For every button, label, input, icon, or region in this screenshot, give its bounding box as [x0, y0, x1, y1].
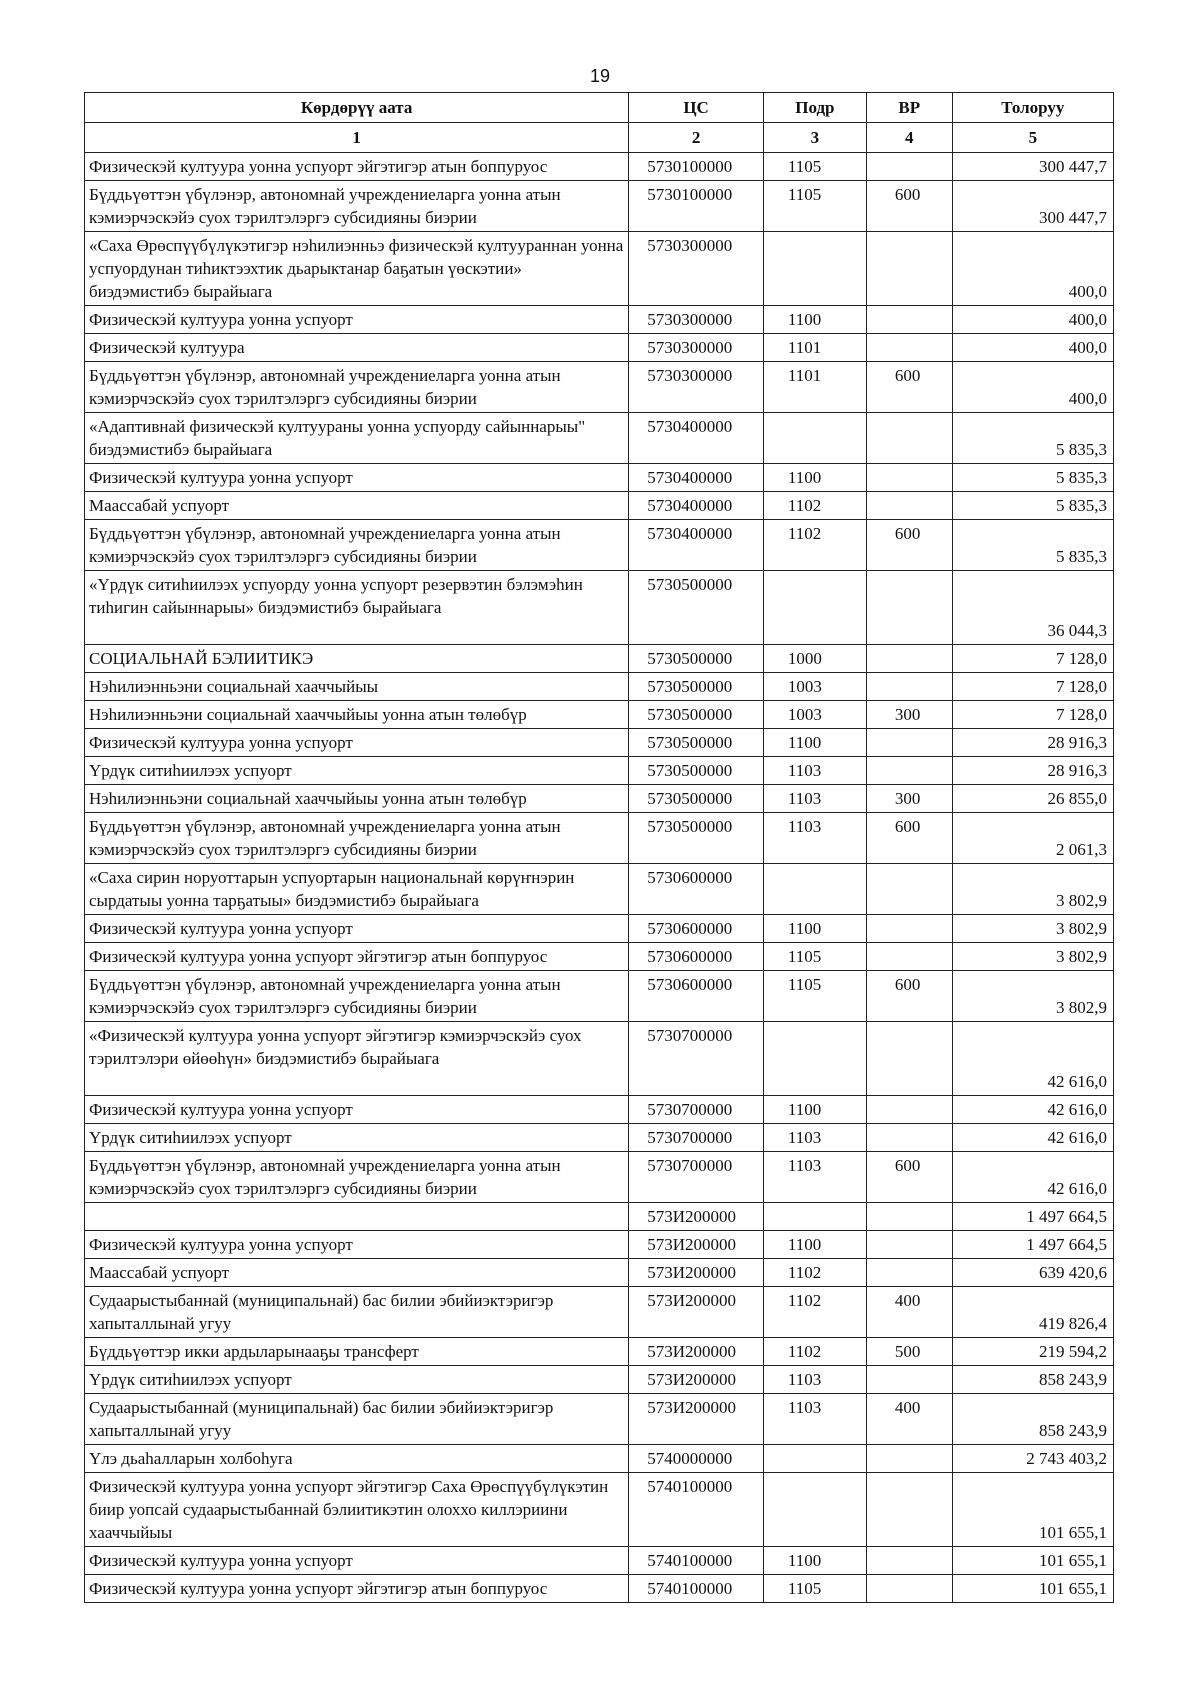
row-podr-cell: [763, 864, 866, 915]
row-vr-cell: [866, 1124, 952, 1152]
row-cs-cell: 5730500000: [629, 701, 764, 729]
row-cs-cell: 5730500000: [629, 571, 764, 645]
row-amount-cell: 3 802,9: [952, 943, 1113, 971]
row-podr-cell: 1105: [763, 181, 866, 232]
table-row: [85, 1473, 1114, 1547]
row-name-cell: «Саха Өрөспүүбүлүкэтигэр нэһилиэнньэ физическэй култуураннан уонна успуордунан тиһиктээхтик дьарыктанар баҕатын үөскэтии» биэдэмистибэ бырайыага: [85, 232, 629, 306]
row-podr-cell: 1102: [763, 1338, 866, 1366]
row-cs-cell: 5730400000: [629, 464, 764, 492]
table-row: [85, 1231, 1114, 1259]
header-number-3: 3: [763, 123, 866, 153]
row-amount-cell: 42 616,0: [952, 1022, 1113, 1096]
row-podr-cell: [763, 1445, 866, 1473]
row-podr-cell: [763, 1022, 866, 1096]
table-row: [85, 785, 1114, 813]
row-cs-cell: 5730300000: [629, 232, 764, 306]
row-cs-cell: 5730600000: [629, 915, 764, 943]
table-row: [85, 813, 1114, 864]
row-amount-cell: 858 243,9: [952, 1366, 1113, 1394]
page-number: 19: [589, 66, 611, 86]
header-cs: ЦС: [629, 93, 764, 123]
table-row: [85, 464, 1114, 492]
row-cs-cell: 5730300000: [629, 362, 764, 413]
row-cs-cell: 5730400000: [629, 492, 764, 520]
header-number-4: 4: [866, 123, 952, 153]
row-podr-cell: 1103: [763, 785, 866, 813]
row-name-cell: Физическэй култуура уонна успуорт: [85, 464, 629, 492]
row-cs-cell: 5730400000: [629, 413, 764, 464]
row-vr-cell: [866, 1231, 952, 1259]
row-vr-cell: [866, 673, 952, 701]
row-podr-cell: 1100: [763, 729, 866, 757]
row-name-cell: «Физическэй култуура уонна успуорт эйгэтигэр кэмиэрчэскэйэ суох тэрилтэлэри өйөөһүн» биэдэмистибэ бырайыага: [85, 1022, 629, 1096]
table-row: [85, 181, 1114, 232]
header-number-5: 5: [952, 123, 1113, 153]
row-name-cell: Бүддьүөттэн үбүлэнэр, автономнай учреждениеларга уонна атын кэмиэрчэскэйэ суох тэрилтэлэргэ субсидияны биэрии: [85, 181, 629, 232]
row-vr-cell: 300: [866, 785, 952, 813]
row-amount-cell: 3 802,9: [952, 915, 1113, 943]
row-vr-cell: [866, 492, 952, 520]
row-name-cell: Физическэй култуура уонна успуорт: [85, 306, 629, 334]
row-podr-cell: 1100: [763, 915, 866, 943]
header-podr: Подр: [763, 93, 866, 123]
row-podr-cell: 1105: [763, 1575, 866, 1603]
row-name-cell: «Саха сирин норуоттарын успуортарын национальнай көрүҥнэрин сырдатыы уонна тарҕатыы» биэдэмистибэ бырайыага: [85, 864, 629, 915]
row-name-cell: Физическэй култуура уонна успуорт: [85, 1231, 629, 1259]
row-cs-cell: 5730700000: [629, 1152, 764, 1203]
row-amount-cell: 5 835,3: [952, 464, 1113, 492]
row-amount-cell: 400,0: [952, 362, 1113, 413]
row-vr-cell: 600: [866, 362, 952, 413]
row-amount-cell: 7 128,0: [952, 645, 1113, 673]
row-podr-cell: 1105: [763, 153, 866, 181]
header-name: Көрдөрүү аата: [85, 93, 629, 123]
row-cs-cell: 5730700000: [629, 1022, 764, 1096]
row-cs-cell: 5730500000: [629, 729, 764, 757]
row-cs-cell: 5740100000: [629, 1473, 764, 1547]
row-cs-cell: 5730300000: [629, 306, 764, 334]
table-row: [85, 701, 1114, 729]
row-amount-cell: 42 616,0: [952, 1096, 1113, 1124]
row-vr-cell: [866, 1203, 952, 1231]
row-vr-cell: [866, 729, 952, 757]
row-podr-cell: 1103: [763, 757, 866, 785]
row-vr-cell: [866, 334, 952, 362]
row-amount-cell: 400,0: [952, 306, 1113, 334]
row-cs-cell: 5730500000: [629, 785, 764, 813]
table-row: [85, 1366, 1114, 1394]
row-amount-cell: 101 655,1: [952, 1547, 1113, 1575]
row-name-cell: Физическэй култуура уонна успуорт: [85, 729, 629, 757]
row-amount-cell: 400,0: [952, 232, 1113, 306]
row-podr-cell: 1103: [763, 1152, 866, 1203]
row-cs-cell: 5730500000: [629, 673, 764, 701]
row-amount-cell: 7 128,0: [952, 701, 1113, 729]
row-name-cell: Маассабай успуорт: [85, 492, 629, 520]
row-amount-cell: 300 447,7: [952, 181, 1113, 232]
row-podr-cell: 1103: [763, 1124, 866, 1152]
row-vr-cell: 600: [866, 181, 952, 232]
row-podr-cell: 1102: [763, 492, 866, 520]
row-amount-cell: 3 802,9: [952, 971, 1113, 1022]
row-amount-cell: 5 835,3: [952, 413, 1113, 464]
table-row: [85, 1338, 1114, 1366]
row-name-cell: Маассабай успуорт: [85, 1259, 629, 1287]
row-podr-cell: 1100: [763, 306, 866, 334]
row-name-cell: Физическэй култуура уонна успуорт эйгэтигэр атын боппуруос: [85, 1575, 629, 1603]
row-vr-cell: 400: [866, 1394, 952, 1445]
row-podr-cell: [763, 413, 866, 464]
row-name-cell: Бүддьүөттэн үбүлэнэр, автономнай учреждениеларга уонна атын кэмиэрчэскэйэ суох тэрилтэлэргэ субсидияны биэрии: [85, 1152, 629, 1203]
row-name-cell: Физическэй култуура уонна успуорт: [85, 1096, 629, 1124]
row-vr-cell: 600: [866, 813, 952, 864]
row-amount-cell: 36 044,3: [952, 571, 1113, 645]
row-vr-cell: [866, 1547, 952, 1575]
row-vr-cell: [866, 1473, 952, 1547]
row-vr-cell: 500: [866, 1338, 952, 1366]
row-podr-cell: 1102: [763, 1287, 866, 1338]
row-cs-cell: 5730700000: [629, 1096, 764, 1124]
table-row: [85, 1203, 1114, 1231]
row-podr-cell: 1102: [763, 1259, 866, 1287]
row-name-cell: Судаарыстыбаннай (муниципальнай) бас билии эбийиэктэригэр хапыталлынай угуу: [85, 1287, 629, 1338]
row-cs-cell: 573И200000: [629, 1259, 764, 1287]
row-name-cell: «Адаптивнай физическэй култуураны уонна успуорду сайыннарыы" биэдэмистибэ бырайыага: [85, 413, 629, 464]
header-number-2: 2: [629, 123, 764, 153]
table-row: [85, 1152, 1114, 1203]
row-amount-cell: 101 655,1: [952, 1473, 1113, 1547]
row-vr-cell: [866, 1445, 952, 1473]
table-row: [85, 1124, 1114, 1152]
row-amount-cell: 219 594,2: [952, 1338, 1113, 1366]
row-podr-cell: [763, 571, 866, 645]
table-header-row: [85, 93, 1114, 123]
row-amount-cell: 42 616,0: [952, 1152, 1113, 1203]
row-cs-cell: 5730500000: [629, 645, 764, 673]
table-row: [85, 413, 1114, 464]
row-cs-cell: 5740100000: [629, 1547, 764, 1575]
row-cs-cell: 573И200000: [629, 1287, 764, 1338]
row-vr-cell: [866, 153, 952, 181]
row-vr-cell: [866, 1096, 952, 1124]
row-cs-cell: 573И200000: [629, 1231, 764, 1259]
row-name-cell: Физическэй култуура уонна успуорт эйгэтигэр атын боппуруос: [85, 943, 629, 971]
row-cs-cell: 573И200000: [629, 1366, 764, 1394]
row-podr-cell: 1103: [763, 1394, 866, 1445]
row-cs-cell: 5740100000: [629, 1575, 764, 1603]
row-podr-cell: 1102: [763, 520, 866, 571]
row-name-cell: [85, 1203, 629, 1231]
row-cs-cell: 5730600000: [629, 943, 764, 971]
table-row: [85, 153, 1114, 181]
table-header-numbers-row: [85, 123, 1114, 153]
row-cs-cell: 5730600000: [629, 971, 764, 1022]
row-amount-cell: 300 447,7: [952, 153, 1113, 181]
row-vr-cell: [866, 1575, 952, 1603]
row-amount-cell: 2 061,3: [952, 813, 1113, 864]
row-vr-cell: [866, 757, 952, 785]
row-podr-cell: 1101: [763, 362, 866, 413]
row-amount-cell: 5 835,3: [952, 492, 1113, 520]
row-vr-cell: [866, 943, 952, 971]
row-cs-cell: 5730500000: [629, 813, 764, 864]
row-amount-cell: 400,0: [952, 334, 1113, 362]
row-vr-cell: [866, 915, 952, 943]
row-name-cell: Нэһилиэнньэни социальнай хааччыйыы уонна атын төлөбүр: [85, 785, 629, 813]
row-cs-cell: 5730100000: [629, 181, 764, 232]
row-name-cell: Бүддьүөттэн үбүлэнэр, автономнай учреждениеларга уонна атын кэмиэрчэскэйэ суох тэрилтэлэргэ субсидияны биэрии: [85, 362, 629, 413]
table-row: [85, 571, 1114, 645]
row-podr-cell: 1100: [763, 1096, 866, 1124]
row-vr-cell: 600: [866, 971, 952, 1022]
row-amount-cell: 419 826,4: [952, 1287, 1113, 1338]
row-vr-cell: 300: [866, 701, 952, 729]
table-row: [85, 1259, 1114, 1287]
table-body: [85, 153, 1114, 1603]
row-podr-cell: 1003: [763, 701, 866, 729]
row-name-cell: «Үрдүк ситиһиилээх успуорду уонна успуорт резервэтин бэлэмэһин тиһигин сайыннарыы» биэдэмистибэ бырайыага: [85, 571, 629, 645]
row-podr-cell: [763, 1203, 866, 1231]
row-vr-cell: [866, 571, 952, 645]
row-amount-cell: 2 743 403,2: [952, 1445, 1113, 1473]
table-row: [85, 757, 1114, 785]
row-name-cell: Физическэй култуура уонна успуорт: [85, 915, 629, 943]
table-row: [85, 1096, 1114, 1124]
row-name-cell: Физическэй култуура: [85, 334, 629, 362]
row-vr-cell: 600: [866, 520, 952, 571]
table-row: [85, 362, 1114, 413]
row-podr-cell: [763, 1473, 866, 1547]
row-name-cell: Үлэ дьаһалларын холбоһуга: [85, 1445, 629, 1473]
table-row: [85, 971, 1114, 1022]
row-name-cell: Нэһилиэнньэни социальнай хааччыйыы уонна атын төлөбүр: [85, 701, 629, 729]
row-vr-cell: [866, 645, 952, 673]
row-podr-cell: [763, 232, 866, 306]
header-total: Толоруу: [952, 93, 1113, 123]
row-name-cell: Бүддьүөттэр икки ардыларынааҕы трансферт: [85, 1338, 629, 1366]
table-row: [85, 306, 1114, 334]
row-cs-cell: 5730700000: [629, 1124, 764, 1152]
row-vr-cell: [866, 1259, 952, 1287]
row-cs-cell: 5730100000: [629, 153, 764, 181]
row-cs-cell: 573И200000: [629, 1338, 764, 1366]
row-amount-cell: 28 916,3: [952, 757, 1113, 785]
row-name-cell: Үрдүк ситиһиилээх успуорт: [85, 1366, 629, 1394]
table-row: [85, 729, 1114, 757]
row-vr-cell: 400: [866, 1287, 952, 1338]
row-vr-cell: [866, 464, 952, 492]
row-name-cell: Бүддьүөттэн үбүлэнэр, автономнай учреждениеларга уонна атын кэмиэрчэскэйэ суох тэрилтэлэргэ субсидияны биэрии: [85, 813, 629, 864]
row-name-cell: Физическэй култуура уонна успуорт эйгэтигэр Саха Өрөспүүбүлүкэтин биир уопсай судаарыстыбаннай бэлиитикэтин олоххо киллэриини хааччыйыы: [85, 1473, 629, 1547]
row-cs-cell: 5730500000: [629, 757, 764, 785]
table-row: [85, 1547, 1114, 1575]
table-row: [85, 492, 1114, 520]
row-name-cell: СОЦИАЛЬНАЙ БЭЛИИТИКЭ: [85, 645, 629, 673]
row-podr-cell: 1100: [763, 1231, 866, 1259]
row-cs-cell: 5730600000: [629, 864, 764, 915]
table-row: [85, 1445, 1114, 1473]
row-amount-cell: 1 497 664,5: [952, 1231, 1113, 1259]
row-amount-cell: 639 420,6: [952, 1259, 1113, 1287]
row-cs-cell: 573И200000: [629, 1394, 764, 1445]
row-podr-cell: 1000: [763, 645, 866, 673]
table-row: [85, 864, 1114, 915]
row-name-cell: Физическэй култуура уонна успуорт: [85, 1547, 629, 1575]
row-amount-cell: 1 497 664,5: [952, 1203, 1113, 1231]
row-cs-cell: 5730300000: [629, 334, 764, 362]
row-vr-cell: [866, 232, 952, 306]
row-podr-cell: 1105: [763, 943, 866, 971]
row-amount-cell: 7 128,0: [952, 673, 1113, 701]
row-name-cell: Физическэй култуура уонна успуорт эйгэтигэр атын боппуруос: [85, 153, 629, 181]
row-vr-cell: [866, 413, 952, 464]
table-row: [85, 645, 1114, 673]
row-vr-cell: [866, 1366, 952, 1394]
budget-table: [84, 92, 1114, 1603]
table-row: [85, 520, 1114, 571]
header-number-1: 1: [85, 123, 629, 153]
row-name-cell: Бүддьүөттэн үбүлэнэр, автономнай учреждениеларга уонна атын кэмиэрчэскэйэ суох тэрилтэлэргэ субсидияны биэрии: [85, 520, 629, 571]
row-name-cell: Бүддьүөттэн үбүлэнэр, автономнай учреждениеларга уонна атын кэмиэрчэскэйэ суох тэрилтэлэргэ субсидияны биэрии: [85, 971, 629, 1022]
row-podr-cell: 1103: [763, 813, 866, 864]
row-cs-cell: 5740000000: [629, 1445, 764, 1473]
row-amount-cell: 858 243,9: [952, 1394, 1113, 1445]
row-amount-cell: 3 802,9: [952, 864, 1113, 915]
row-podr-cell: 1103: [763, 1366, 866, 1394]
row-vr-cell: [866, 306, 952, 334]
table-row: [85, 334, 1114, 362]
row-podr-cell: 1100: [763, 464, 866, 492]
row-vr-cell: 600: [866, 1152, 952, 1203]
table-row: [85, 1287, 1114, 1338]
row-vr-cell: [866, 1022, 952, 1096]
row-amount-cell: 42 616,0: [952, 1124, 1113, 1152]
row-name-cell: Нэһилиэнньэни социальнай хааччыйыы: [85, 673, 629, 701]
row-cs-cell: 5730400000: [629, 520, 764, 571]
row-name-cell: Судаарыстыбаннай (муниципальнай) бас билии эбийиэктэригэр хапыталлынай угуу: [85, 1394, 629, 1445]
table-row: [85, 673, 1114, 701]
row-name-cell: Үрдүк ситиһиилээх успуорт: [85, 1124, 629, 1152]
table-row: [85, 232, 1114, 306]
row-name-cell: Үрдүк ситиһиилээх успуорт: [85, 757, 629, 785]
row-podr-cell: 1003: [763, 673, 866, 701]
row-podr-cell: 1105: [763, 971, 866, 1022]
header-vr: ВР: [866, 93, 952, 123]
table-row: [85, 1394, 1114, 1445]
row-cs-cell: 573И200000: [629, 1203, 764, 1231]
row-amount-cell: 28 916,3: [952, 729, 1113, 757]
row-podr-cell: 1101: [763, 334, 866, 362]
table-row: [85, 1022, 1114, 1096]
table-row: [85, 1575, 1114, 1603]
row-amount-cell: 26 855,0: [952, 785, 1113, 813]
row-amount-cell: 101 655,1: [952, 1575, 1113, 1603]
table-row: [85, 915, 1114, 943]
row-vr-cell: [866, 864, 952, 915]
row-podr-cell: 1100: [763, 1547, 866, 1575]
table-row: [85, 943, 1114, 971]
row-amount-cell: 5 835,3: [952, 520, 1113, 571]
